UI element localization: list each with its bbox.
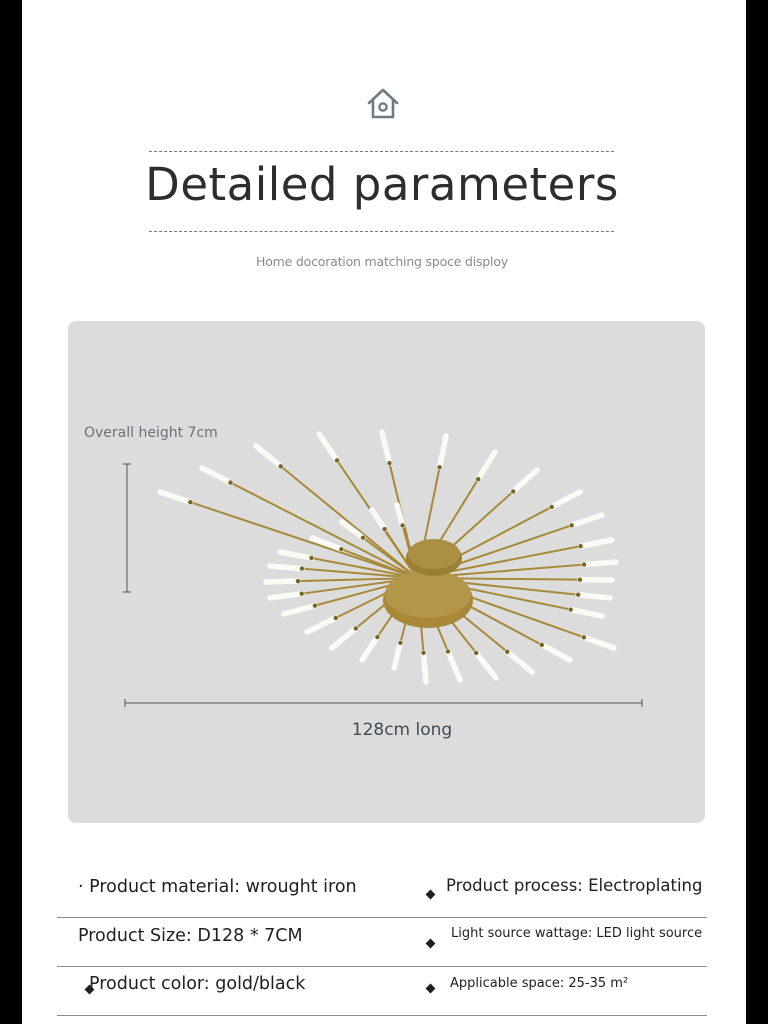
lamp-joint [570, 523, 574, 527]
lamp-arm [281, 466, 417, 578]
lamp-joint [188, 500, 192, 504]
lamp-light-tube [362, 637, 377, 660]
lamp-light-tube [513, 470, 537, 491]
lamp-light-tube [394, 643, 400, 668]
lamp-light-tube [478, 452, 495, 479]
lamp-light-tube [542, 645, 570, 660]
lamp-joint [300, 566, 304, 570]
lamp-light-tube [270, 594, 302, 598]
lamp-light-tube [584, 637, 614, 648]
lamp-joint [398, 641, 402, 645]
lamp-light-tube [448, 651, 460, 680]
lamp-light-tube [270, 566, 302, 569]
lamp-joint [361, 535, 365, 539]
lamp-light-tube [332, 628, 356, 648]
lamp-light-tube [440, 436, 446, 467]
lamp-joint [568, 607, 572, 611]
lamp-joint [446, 649, 450, 653]
lamp-joint [400, 523, 404, 527]
lamp-light-tube [319, 434, 337, 460]
lamp-light-tube [476, 653, 496, 678]
spec-material: · Product material: wrought iron [78, 877, 357, 897]
lamp-light-tube [372, 510, 385, 529]
lamp-joint [540, 643, 544, 647]
product-detail-page [22, 0, 746, 1024]
lamp-joint [582, 562, 586, 566]
spec-space: Applicable space: 25-35 m² [450, 976, 629, 991]
page-title: Detailed parameters [145, 158, 619, 211]
lamp-joint [578, 544, 582, 548]
lamp-joint [309, 556, 313, 560]
lamp-joint [300, 591, 304, 595]
lamp-joint [354, 626, 358, 630]
lamp-joint [375, 635, 379, 639]
lamp-arm [230, 483, 417, 578]
lamp-joint [382, 527, 386, 531]
lamp-joint [335, 458, 339, 462]
row-divider [57, 1015, 707, 1016]
lamp-light-tube [572, 515, 602, 525]
lamp-joint [476, 477, 480, 481]
lamp-light-tube [581, 540, 612, 546]
lamp-light-tube [160, 492, 190, 502]
page-subtitle: Home docoration matching spoce disploy [256, 254, 508, 269]
lamp-joint [387, 461, 391, 465]
lamp-joint [505, 650, 509, 654]
lamp-joint [437, 465, 441, 469]
lamp-light-tube [423, 653, 426, 682]
lamp-joint [578, 577, 582, 581]
lamp-light-tube [256, 446, 281, 466]
lamp-joint [339, 547, 343, 551]
lamp-light-tube [507, 652, 532, 672]
lamp-joint [313, 603, 317, 607]
spec-color: Product color: gold/black [89, 974, 306, 994]
spec-size: Product Size: D128 * 7CM [78, 926, 303, 946]
chandelier-illustration [22, 0, 746, 1024]
lamp-joint [549, 505, 553, 509]
lamp-light-tube [307, 618, 336, 632]
lamp-light-tube [266, 581, 298, 582]
lamp-joint [279, 464, 283, 468]
lamp-joint [228, 480, 232, 484]
lamp-joint [576, 593, 580, 597]
lamp-joint [296, 579, 300, 583]
lamp-light-tube [552, 492, 580, 507]
lamp-light-tube [584, 562, 616, 565]
length-label: 128cm long [351, 720, 453, 740]
lamp-joint [582, 635, 586, 639]
lamp-joint [334, 616, 338, 620]
row-divider [57, 966, 707, 967]
lamp-light-tube [202, 468, 230, 483]
spec-wattage: Light source wattage: LED light source [451, 926, 703, 941]
lamp-light-tube [578, 595, 610, 598]
lamp-light-tube [382, 432, 389, 463]
spec-process: Product process: Electroplating [446, 876, 703, 895]
height-label: Overall height 7cm [84, 425, 218, 441]
lamp-light-tube [571, 610, 602, 616]
lamp-light-tube [280, 552, 311, 558]
row-divider [57, 917, 707, 918]
lamp-light-tube [397, 505, 403, 525]
lamp-joint [474, 651, 478, 655]
lamp-light-tube [284, 606, 315, 614]
lamp-joint [511, 489, 515, 493]
lamp-joint [421, 651, 425, 655]
